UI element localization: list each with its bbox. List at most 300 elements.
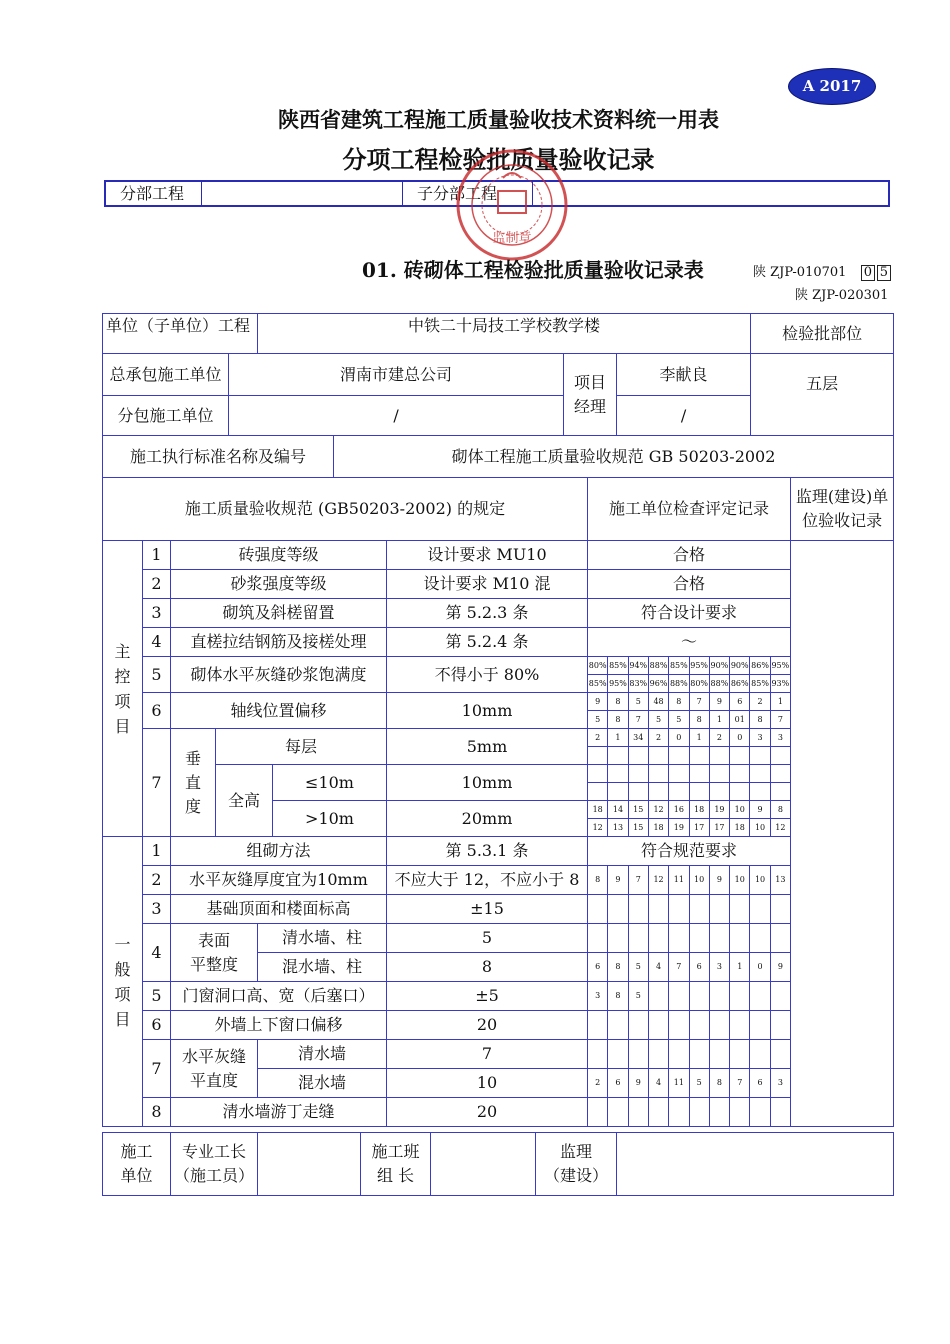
measurement-cell[interactable] bbox=[588, 783, 608, 801]
measurement-cell[interactable]: 10 bbox=[750, 866, 770, 895]
item-description: 组砌方法 bbox=[171, 837, 387, 866]
item-description: 水平灰缝厚度宜为10mm bbox=[171, 866, 387, 895]
item-requirement: 不得小于 80% bbox=[387, 657, 588, 693]
measurement-cell[interactable] bbox=[709, 1011, 729, 1040]
item-result[interactable]: ～ bbox=[588, 628, 791, 657]
item-requirement: 20 bbox=[387, 1011, 588, 1040]
measurement-cell[interactable] bbox=[628, 783, 648, 801]
measurement-cell[interactable] bbox=[628, 924, 648, 953]
measurement-cell[interactable] bbox=[628, 1098, 648, 1127]
measurement-cell[interactable]: 5 bbox=[628, 693, 648, 711]
measurement-cell[interactable]: 8 bbox=[608, 982, 628, 1011]
item-number: 2 bbox=[143, 866, 171, 895]
measurement-cell[interactable]: 0 bbox=[750, 953, 770, 982]
measurement-cell[interactable]: 1 bbox=[730, 953, 750, 982]
measurement-cell[interactable] bbox=[730, 924, 750, 953]
measurement-cell[interactable]: 3 bbox=[709, 953, 729, 982]
item-requirement: 第 5.3.1 条 bbox=[387, 837, 588, 866]
item-number: 4 bbox=[143, 628, 171, 657]
measurement-cell[interactable]: 7 bbox=[628, 866, 648, 895]
item-number: 1 bbox=[143, 837, 171, 866]
measurement-cell[interactable] bbox=[689, 783, 709, 801]
measurement-cell[interactable]: 6 bbox=[689, 953, 709, 982]
measurement-cell[interactable]: 01 bbox=[730, 711, 750, 729]
measurement-cell[interactable]: 95% bbox=[770, 657, 790, 675]
measurement-cell[interactable]: 19 bbox=[669, 819, 689, 837]
measurement-cell[interactable] bbox=[588, 924, 608, 953]
table-row bbox=[103, 866, 894, 895]
measurement-cell[interactable]: 14 bbox=[608, 801, 628, 819]
measurement-cell[interactable]: 8 bbox=[750, 711, 770, 729]
measurement-cell[interactable]: 1 bbox=[689, 729, 709, 747]
measurement-cell[interactable] bbox=[588, 765, 608, 783]
measurement-cell[interactable] bbox=[709, 783, 729, 801]
measurement-cell[interactable]: 8 bbox=[608, 953, 628, 982]
measurement-cell[interactable] bbox=[689, 982, 709, 1011]
measurement-cell[interactable] bbox=[750, 1098, 770, 1127]
item-requirement: 8 bbox=[387, 953, 588, 982]
subcontractor-label: 分包施工单位 bbox=[103, 396, 229, 436]
table-row bbox=[103, 599, 894, 628]
measurement-cell[interactable] bbox=[628, 747, 648, 765]
measurement-cell[interactable] bbox=[689, 1098, 709, 1127]
item-description: 轴线位置偏移 bbox=[171, 693, 387, 729]
measurement-cell[interactable] bbox=[730, 1011, 750, 1040]
measurement-cell[interactable] bbox=[608, 1011, 628, 1040]
measurement-cell[interactable]: 90% bbox=[709, 657, 729, 675]
measurement-cell[interactable] bbox=[689, 765, 709, 783]
item-requirement: ±5 bbox=[387, 982, 588, 1011]
item-description: 砌筑及斜槎留置 bbox=[171, 599, 387, 628]
measurement-cell[interactable]: 83% bbox=[628, 675, 648, 693]
measurement-cell[interactable] bbox=[770, 982, 790, 1011]
measurement-cell[interactable] bbox=[588, 1040, 608, 1069]
measurement-cell[interactable] bbox=[750, 1011, 770, 1040]
measurement-cell[interactable]: 1 bbox=[608, 729, 628, 747]
item-number: 5 bbox=[143, 982, 171, 1011]
item-requirement: 10mm bbox=[387, 765, 588, 801]
official-stamp-icon bbox=[455, 148, 570, 263]
item-number: 7 bbox=[143, 1040, 171, 1098]
measurement-cell[interactable] bbox=[770, 1040, 790, 1069]
measurement-cell[interactable]: 11 bbox=[669, 1069, 689, 1098]
measurement-cell[interactable]: 5 bbox=[628, 953, 648, 982]
item-group: 表面 平整度 bbox=[171, 924, 258, 982]
sub-description: 清水墙、柱 bbox=[258, 924, 387, 953]
standard-label: 施工执行标准名称及编号 bbox=[103, 436, 334, 478]
measurement-cell[interactable]: 85% bbox=[669, 657, 689, 675]
measurement-cell[interactable] bbox=[750, 765, 770, 783]
measurement-cell[interactable] bbox=[770, 783, 790, 801]
sub-description: >10m bbox=[273, 801, 387, 837]
measurement-cell[interactable]: 9 bbox=[770, 953, 790, 982]
measurement-cell[interactable]: 86% bbox=[750, 657, 770, 675]
measurement-cell[interactable]: 10 bbox=[750, 819, 770, 837]
item-number: 8 bbox=[143, 1098, 171, 1127]
project-manager-value[interactable]: 李献良 bbox=[617, 354, 751, 396]
measurement-cell[interactable] bbox=[648, 982, 668, 1011]
measurement-cell[interactable]: 17 bbox=[689, 819, 709, 837]
code-box: 5 bbox=[877, 265, 891, 281]
measurement-cell[interactable]: 13 bbox=[608, 819, 628, 837]
table-row bbox=[103, 1040, 894, 1069]
measurement-cell[interactable] bbox=[648, 1011, 668, 1040]
measurement-cell[interactable] bbox=[608, 765, 628, 783]
item-requirement: 第 5.2.3 条 bbox=[387, 599, 588, 628]
contractor-check-header: 施工单位检查评定记录 bbox=[588, 478, 791, 541]
measurement-cell[interactable]: 6 bbox=[730, 693, 750, 711]
measurement-cell[interactable] bbox=[648, 747, 668, 765]
measurement-cell[interactable] bbox=[709, 895, 729, 924]
foreman-label: 专业工长 （施工员） bbox=[171, 1133, 258, 1196]
measurement-cell[interactable]: 86% bbox=[730, 675, 750, 693]
measurement-cell[interactable] bbox=[770, 747, 790, 765]
measurement-cell[interactable] bbox=[730, 1098, 750, 1127]
item-number: 6 bbox=[143, 1011, 171, 1040]
year-badge: A 2017 bbox=[788, 68, 876, 105]
item-description: 砖强度等级 bbox=[171, 541, 387, 570]
measurement-cell[interactable]: 7 bbox=[669, 953, 689, 982]
division-value[interactable] bbox=[202, 182, 403, 205]
measurement-cell[interactable] bbox=[669, 783, 689, 801]
measurement-cell[interactable]: 9 bbox=[709, 693, 729, 711]
measurement-cell[interactable]: 4 bbox=[648, 1069, 668, 1098]
contractor-label: 施工 单位 bbox=[103, 1133, 171, 1196]
measurement-cell[interactable] bbox=[608, 1098, 628, 1127]
measurement-cell[interactable] bbox=[608, 924, 628, 953]
item-requirement: 10 bbox=[387, 1069, 588, 1098]
item-description: 门窗洞口高、宽（后塞口） bbox=[171, 982, 387, 1011]
measurement-cell[interactable]: 1 bbox=[770, 693, 790, 711]
item-requirement: 10mm bbox=[387, 693, 588, 729]
subdivision-value[interactable] bbox=[533, 182, 888, 205]
measurement-cell[interactable] bbox=[689, 924, 709, 953]
form-code-text: 陕 ZJP-010701 bbox=[753, 265, 847, 280]
measurement-cell[interactable] bbox=[628, 895, 648, 924]
measurement-cell[interactable] bbox=[730, 1040, 750, 1069]
measurement-cell[interactable] bbox=[689, 1011, 709, 1040]
measurement-cell[interactable]: 18 bbox=[730, 819, 750, 837]
measurement-cell[interactable] bbox=[669, 895, 689, 924]
table-row bbox=[103, 570, 894, 599]
info-table bbox=[102, 313, 894, 541]
measurement-cell[interactable]: 2 bbox=[750, 693, 770, 711]
item-description: 基础顶面和楼面标高 bbox=[171, 895, 387, 924]
measurement-cell[interactable] bbox=[730, 765, 750, 783]
subdivision-label: 子分部工程 bbox=[403, 182, 533, 205]
measurement-cell[interactable]: 9 bbox=[588, 693, 608, 711]
measurement-cell[interactable]: 7 bbox=[689, 693, 709, 711]
measurement-cell[interactable]: 17 bbox=[709, 819, 729, 837]
measurement-cell[interactable] bbox=[669, 982, 689, 1011]
measurement-cell[interactable] bbox=[770, 765, 790, 783]
item-description: 外墙上下窗口偏移 bbox=[171, 1011, 387, 1040]
item-description: 砌体水平灰缝砂浆饱满度 bbox=[171, 657, 387, 693]
item-requirement: 7 bbox=[387, 1040, 588, 1069]
measurement-cell[interactable]: 3 bbox=[588, 982, 608, 1011]
measurement-cell[interactable]: 94% bbox=[628, 657, 648, 675]
sub-description: 混水墙、柱 bbox=[258, 953, 387, 982]
item-result[interactable]: 合格 bbox=[588, 541, 791, 570]
category-general: 一 般 项 目 bbox=[103, 837, 143, 1127]
measurement-cell[interactable] bbox=[588, 1098, 608, 1127]
measurement-cell[interactable]: 9 bbox=[628, 1069, 648, 1098]
measurement-cell[interactable] bbox=[750, 783, 770, 801]
measurement-cell[interactable]: 6 bbox=[750, 1069, 770, 1098]
measurement-cell[interactable]: 9 bbox=[709, 866, 729, 895]
item-requirement: 20mm bbox=[387, 801, 588, 837]
measurement-cell[interactable] bbox=[669, 1098, 689, 1127]
measurement-cell[interactable] bbox=[669, 924, 689, 953]
measurement-cell[interactable] bbox=[588, 747, 608, 765]
measurement-cell[interactable]: 95% bbox=[689, 657, 709, 675]
measurement-cell[interactable]: 5 bbox=[628, 982, 648, 1011]
unit-project-value[interactable]: 中铁二十局技工学校教学楼 bbox=[258, 314, 751, 354]
measurement-cell[interactable]: 88% bbox=[669, 675, 689, 693]
measurement-cell[interactable]: 8 bbox=[709, 1069, 729, 1098]
measurement-cell[interactable]: 48 bbox=[648, 693, 668, 711]
item-requirement: 5mm bbox=[387, 729, 588, 765]
item-requirement: 第 5.2.4 条 bbox=[387, 628, 588, 657]
spec-header: 施工质量验收规范 (GB50203-2002) 的规定 bbox=[103, 478, 588, 541]
measurement-cell[interactable]: 5 bbox=[588, 711, 608, 729]
table-row bbox=[103, 1098, 894, 1127]
measurement-cell[interactable]: 5 bbox=[669, 711, 689, 729]
measurement-cell[interactable]: 12 bbox=[648, 801, 668, 819]
measurement-cell[interactable] bbox=[628, 765, 648, 783]
measurement-cell[interactable] bbox=[709, 765, 729, 783]
measurement-cell[interactable] bbox=[750, 747, 770, 765]
measurement-cell[interactable]: 2 bbox=[588, 1069, 608, 1098]
supervisor-header: 监理(建设)单 位验收记录 bbox=[791, 478, 894, 541]
measurement-cell[interactable]: 88% bbox=[648, 657, 668, 675]
measurement-cell[interactable] bbox=[669, 1040, 689, 1069]
measurement-cell[interactable]: 8 bbox=[770, 801, 790, 819]
item-number: 3 bbox=[143, 895, 171, 924]
standard-value[interactable]: 砌体工程施工质量验收规范 GB 50203-2002 bbox=[334, 436, 894, 478]
measurement-cell[interactable]: 2 bbox=[709, 729, 729, 747]
measurement-cell[interactable] bbox=[709, 1098, 729, 1127]
measurement-cell[interactable]: 9 bbox=[750, 801, 770, 819]
item-number: 5 bbox=[143, 657, 171, 693]
measurement-cell[interactable] bbox=[648, 1040, 668, 1069]
item-description: 直槎拉结钢筋及接槎处理 bbox=[171, 628, 387, 657]
measurement-cell[interactable] bbox=[648, 1098, 668, 1127]
measurement-cell[interactable]: 5 bbox=[689, 1069, 709, 1098]
measurement-cell[interactable]: 0 bbox=[730, 729, 750, 747]
item-number: 7 bbox=[143, 729, 171, 837]
team-leader-signature[interactable] bbox=[431, 1133, 536, 1196]
measurement-cell[interactable]: 10 bbox=[689, 866, 709, 895]
measurement-cell[interactable]: 85% bbox=[588, 675, 608, 693]
measurement-cell[interactable]: 2 bbox=[588, 729, 608, 747]
measurement-cell[interactable]: 15 bbox=[628, 801, 648, 819]
measurement-cell[interactable]: 93% bbox=[770, 675, 790, 693]
measurement-cell[interactable] bbox=[588, 895, 608, 924]
measurement-cell[interactable]: 8 bbox=[608, 711, 628, 729]
measurement-cell[interactable]: 34 bbox=[628, 729, 648, 747]
sub-description: 混水墙 bbox=[258, 1069, 387, 1098]
measurement-cell[interactable] bbox=[770, 1098, 790, 1127]
measurement-cell[interactable] bbox=[648, 924, 668, 953]
item-description: 清水墙游丁走缝 bbox=[171, 1098, 387, 1127]
measurement-cell[interactable] bbox=[669, 747, 689, 765]
foreman-signature[interactable] bbox=[258, 1133, 361, 1196]
table-row bbox=[103, 541, 894, 570]
measurement-cell[interactable] bbox=[608, 783, 628, 801]
measurement-cell[interactable] bbox=[730, 982, 750, 1011]
table-row bbox=[103, 729, 894, 747]
item-requirement: 20 bbox=[387, 1098, 588, 1127]
measurement-cell[interactable]: 9 bbox=[608, 866, 628, 895]
sub-description: 每层 bbox=[216, 729, 387, 765]
measurement-cell[interactable] bbox=[628, 1011, 648, 1040]
measurement-cell[interactable]: 10 bbox=[730, 801, 750, 819]
item-number: 4 bbox=[143, 924, 171, 982]
measurement-cell[interactable]: 88% bbox=[709, 675, 729, 693]
item-description: 砂浆强度等级 bbox=[171, 570, 387, 599]
measurement-cell[interactable] bbox=[750, 1040, 770, 1069]
table-row bbox=[103, 657, 894, 675]
item-requirement: 设计要求 M10 混 bbox=[387, 570, 588, 599]
form-code bbox=[753, 261, 891, 281]
item-subgroup: 全高 bbox=[216, 765, 273, 837]
measurement-cell[interactable] bbox=[608, 1040, 628, 1069]
measurement-cell[interactable]: 3 bbox=[770, 1069, 790, 1098]
subcontractor-value[interactable]: / bbox=[229, 396, 564, 436]
measurement-cell[interactable]: 85% bbox=[608, 657, 628, 675]
measurement-cell[interactable] bbox=[770, 1011, 790, 1040]
measurement-cell[interactable]: 1 bbox=[709, 711, 729, 729]
unit-project-label: 单位（子单位）工程 bbox=[103, 314, 258, 354]
measurement-cell[interactable] bbox=[750, 982, 770, 1011]
item-result[interactable]: 合格 bbox=[588, 570, 791, 599]
item-result[interactable]: 符合规范要求 bbox=[588, 837, 791, 866]
measurement-cell[interactable]: 5 bbox=[648, 711, 668, 729]
measurement-cell[interactable]: 10 bbox=[730, 866, 750, 895]
measurement-cell[interactable]: 18 bbox=[648, 819, 668, 837]
measurement-cell[interactable] bbox=[608, 895, 628, 924]
category-main-control: 主 控 项 目 bbox=[103, 541, 143, 837]
measurement-cell[interactable] bbox=[770, 924, 790, 953]
measurement-cell[interactable] bbox=[730, 895, 750, 924]
measurement-cell[interactable] bbox=[648, 783, 668, 801]
table-row bbox=[103, 1011, 894, 1040]
measurement-cell[interactable]: 7 bbox=[628, 711, 648, 729]
measurement-cell[interactable]: 11 bbox=[669, 866, 689, 895]
measurement-cell[interactable]: 96% bbox=[648, 675, 668, 693]
measurement-cell[interactable] bbox=[750, 924, 770, 953]
measurement-cell[interactable]: 90% bbox=[730, 657, 750, 675]
measurement-cell[interactable] bbox=[709, 982, 729, 1011]
measurement-cell[interactable] bbox=[709, 747, 729, 765]
table-row bbox=[103, 982, 894, 1011]
code-box: 0 bbox=[861, 265, 875, 281]
measurement-cell[interactable]: 13 bbox=[770, 866, 790, 895]
measurement-cell[interactable]: 7 bbox=[730, 1069, 750, 1098]
measurement-cell[interactable]: 8 bbox=[689, 711, 709, 729]
general-contractor-label: 总承包施工单位 bbox=[103, 354, 229, 396]
item-requirement: 不应大于 12，不应小于 8 bbox=[387, 866, 588, 895]
measurement-cell[interactable]: 80% bbox=[689, 675, 709, 693]
measurement-cell[interactable]: 3 bbox=[750, 729, 770, 747]
measurement-cell[interactable] bbox=[588, 1011, 608, 1040]
measurement-cell[interactable]: 6 bbox=[608, 1069, 628, 1098]
measurement-cell[interactable] bbox=[730, 747, 750, 765]
measurement-cell[interactable] bbox=[648, 765, 668, 783]
form-title: 01. 砖砌体工程检验批质量验收记录表 bbox=[362, 258, 704, 282]
measurement-cell[interactable] bbox=[689, 747, 709, 765]
measurement-cell[interactable]: 8 bbox=[608, 693, 628, 711]
subcontractor-manager-value[interactable]: / bbox=[617, 396, 751, 436]
measurement-cell[interactable] bbox=[628, 1040, 648, 1069]
form-code-secondary: 陕 ZJP-020301 bbox=[795, 288, 889, 303]
item-requirement: ±15 bbox=[387, 895, 588, 924]
item-number: 2 bbox=[143, 570, 171, 599]
measurement-cell[interactable] bbox=[689, 895, 709, 924]
measurement-cell[interactable]: 12 bbox=[648, 866, 668, 895]
measurement-cell[interactable] bbox=[669, 765, 689, 783]
measurement-cell[interactable] bbox=[689, 1040, 709, 1069]
measurement-cell[interactable]: 18 bbox=[689, 801, 709, 819]
supervisor-signature[interactable] bbox=[617, 1133, 894, 1196]
table-row bbox=[103, 924, 894, 953]
measurement-cell[interactable]: 12 bbox=[770, 819, 790, 837]
measurement-cell[interactable] bbox=[669, 1011, 689, 1040]
table-row bbox=[103, 628, 894, 657]
measurement-cell[interactable] bbox=[709, 1040, 729, 1069]
measurement-cell[interactable]: 4 bbox=[648, 953, 668, 982]
division-label: 分部工程 bbox=[106, 182, 202, 205]
measurement-cell[interactable] bbox=[750, 895, 770, 924]
measurement-cell[interactable]: 8 bbox=[588, 866, 608, 895]
table-row bbox=[103, 837, 894, 866]
measurement-cell[interactable]: 85% bbox=[750, 675, 770, 693]
item-requirement: 5 bbox=[387, 924, 588, 953]
svg-text:监制章: 监制章 bbox=[492, 231, 532, 246]
measurement-cell[interactable]: 16 bbox=[669, 801, 689, 819]
measurement-cell[interactable] bbox=[730, 783, 750, 801]
form-category-title: 分项工程检验批质量验收记录 bbox=[342, 145, 655, 174]
measurement-cell[interactable]: 3 bbox=[770, 729, 790, 747]
measurement-cell[interactable]: 12 bbox=[588, 819, 608, 837]
measurement-cell[interactable]: 15 bbox=[628, 819, 648, 837]
item-result[interactable]: 符合设计要求 bbox=[588, 599, 791, 628]
table-row bbox=[103, 895, 894, 924]
item-group: 垂 直 度 bbox=[171, 729, 216, 837]
measurement-cell[interactable]: 19 bbox=[709, 801, 729, 819]
measurement-cell[interactable]: 2 bbox=[648, 729, 668, 747]
measurement-cell[interactable] bbox=[608, 747, 628, 765]
measurement-cell[interactable] bbox=[648, 895, 668, 924]
measurement-cell[interactable] bbox=[770, 895, 790, 924]
measurement-cell[interactable]: 0 bbox=[669, 729, 689, 747]
measurement-cell[interactable]: 18 bbox=[588, 801, 608, 819]
measurement-cell[interactable] bbox=[709, 924, 729, 953]
measurement-cell[interactable]: 8 bbox=[669, 693, 689, 711]
supervisor-acceptance-cell[interactable] bbox=[791, 541, 894, 1127]
batch-location-value[interactable]: 五层 bbox=[751, 354, 894, 436]
measurement-cell[interactable]: 6 bbox=[588, 953, 608, 982]
signature-table bbox=[102, 1132, 894, 1196]
measurement-cell[interactable]: 95% bbox=[608, 675, 628, 693]
inspection-table bbox=[102, 540, 894, 1127]
item-number: 1 bbox=[143, 541, 171, 570]
general-contractor-value[interactable]: 渭南市建总公司 bbox=[229, 354, 564, 396]
table-row bbox=[103, 765, 894, 783]
measurement-cell[interactable]: 7 bbox=[770, 711, 790, 729]
measurement-cell[interactable]: 80% bbox=[588, 657, 608, 675]
